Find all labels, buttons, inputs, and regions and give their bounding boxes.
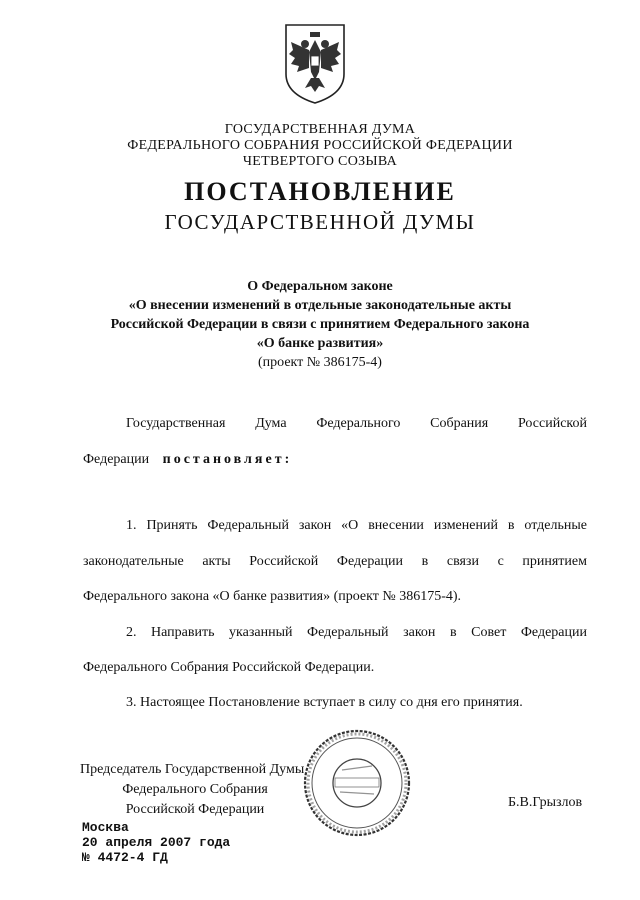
document-footer — [82, 820, 230, 865]
header-convocation: ЧЕТВЕРТОГО СОЗЫВА — [242, 154, 398, 169]
law-title-line: Российской Федерации в связи с принятием Федерального закона — [110, 317, 530, 332]
law-title-line: «О внесении изменений в отдельные законодательные акты — [128, 298, 512, 313]
signatory-name: Б.В.Грызлов — [508, 795, 583, 810]
footer-date: 20 апреля 2007 года — [82, 835, 231, 850]
law-title-line: «О банке развития» — [256, 336, 384, 351]
footer-number: № 4472-4 ГД — [82, 850, 168, 865]
preamble-federation: Федерации — [83, 452, 150, 467]
official-stamp — [302, 728, 412, 838]
law-title-block — [0, 277, 640, 372]
document-subtitle: ГОСУДАРСТВЕННОЙ ДУМЫ — [164, 210, 476, 234]
document-title: ПОСТАНОВЛЕНИЕ — [184, 177, 456, 206]
item1-line2: законодательные акты Российской Федерации в связи с принятием — [83, 554, 587, 569]
preamble-line2 — [83, 452, 292, 468]
signature-title-line: Федерального Собрания — [122, 782, 268, 797]
preamble-resolves: постановляет: — [162, 452, 293, 467]
signature-title-line: Российской Федерации — [125, 802, 265, 817]
item3: 3. Настоящее Постановление вступает в силу со дня его принятия. — [126, 695, 523, 710]
project-number: (проект № 386175-4) — [258, 355, 382, 370]
coat-of-arms-emblem — [283, 22, 347, 106]
item1-line1: 1. Принять Федеральный закон «О внесении изменений в отдельные — [126, 518, 587, 533]
item2-line2: Федерального Собрания Российской Федерации. — [83, 660, 375, 675]
preamble-line1: Государственная Дума Федерального Собрания Российской — [126, 416, 587, 431]
signature-title-line: Председатель Государственной Думы — [80, 762, 305, 777]
item1-line3: Федерального закона «О банке развития» (проект № 386175-4). — [83, 589, 462, 604]
signature-block — [80, 760, 310, 820]
law-title-line: О Федеральном законе — [247, 279, 393, 294]
header-federal-assembly: ФЕДЕРАЛЬНОГО СОБРАНИЯ РОССИЙСКОЙ ФЕДЕРАЦИИ — [127, 138, 513, 153]
footer-city: Москва — [82, 820, 129, 835]
header-duma: ГОСУДАРСТВЕННАЯ ДУМА — [224, 122, 416, 137]
item2-line1: 2. Направить указанный Федеральный закон в Совет Федерации — [126, 625, 587, 640]
